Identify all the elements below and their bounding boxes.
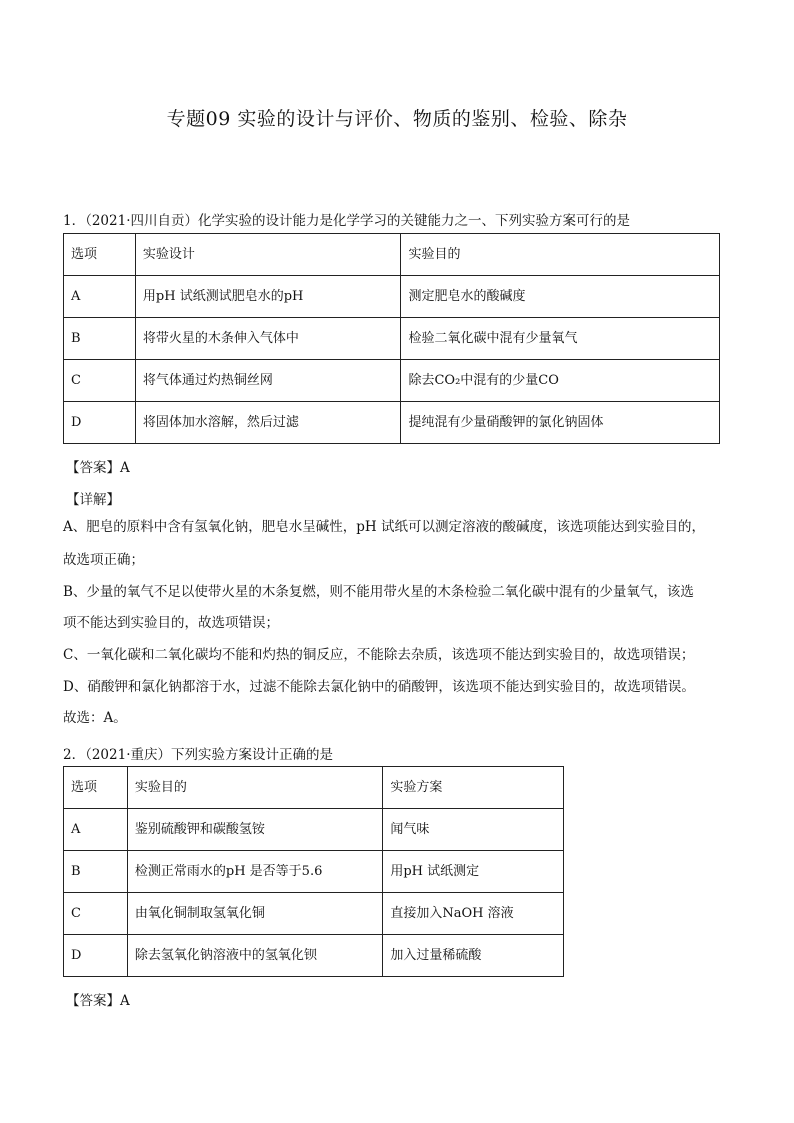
table-cell: A (64, 276, 136, 318)
table-cell: 由氧化铜制取氢氧化铜 (127, 893, 382, 935)
table-row (64, 809, 564, 851)
table-cell: C (64, 893, 128, 935)
table-cell: 将固体加水溶解，然后过滤 (135, 402, 401, 444)
table-cell: 直接加入NaOH 溶液 (383, 893, 564, 935)
table-cell: B (64, 318, 136, 360)
table-cell: 检验二氧化碳中混有少量氧气 (401, 318, 720, 360)
explanation-line: D、硝酸钾和氯化钠都溶于水，过滤不能除去氯化钠中的硝酸钾，该选项不能达到实验目的，故选项错误。 (63, 679, 695, 695)
table-header-row (64, 234, 720, 276)
explanation-line: 项不能达到实验目的，故选项错误； (63, 615, 279, 631)
page-title: 专题09 实验的设计与评价、物质的鉴别、检验、除杂 (166, 108, 628, 130)
table-cell: B (64, 851, 128, 893)
table-cell: 鉴别硫酸钾和碳酸氢铵 (127, 809, 382, 851)
table-row (64, 402, 720, 444)
table-cell: 除去CO₂中混有的少量CO (401, 360, 720, 402)
table-cell: A (64, 809, 128, 851)
table-cell: 用pH 试纸测定 (383, 851, 564, 893)
table-cell: 将带火星的木条伸入气体中 (135, 318, 401, 360)
question-1-answer: 【答案】A (66, 460, 130, 476)
table-cell: 用pH 试纸测试肥皂水的pH (135, 276, 401, 318)
question-1-stem: 1．（2021·四川自贡）化学实验的设计能力是化学学习的关键能力之一、下列实验方案可行的是 (63, 213, 630, 229)
explanation-line: B、少量的氧气不足以使带火星的木条复燃，则不能用带火星的木条检验二氧化碳中混有的少量氧气，该选 (63, 584, 694, 600)
table-cell: 将气体通过灼热铜丝网 (135, 360, 401, 402)
table-row (64, 893, 564, 935)
table-header-row (64, 767, 564, 809)
table-cell: 测定肥皂水的酸碱度 (401, 276, 720, 318)
table-row (64, 318, 720, 360)
table-header-cell: 实验方案 (383, 767, 564, 809)
question-1-detail-label: 【详解】 (66, 492, 120, 508)
table-cell: 检测正常雨水的pH 是否等于5.6 (127, 851, 382, 893)
question-2-table (63, 766, 564, 977)
table-row (64, 360, 720, 402)
table-cell: C (64, 360, 136, 402)
table-row (64, 935, 564, 977)
table-cell: 除去氢氧化钠溶液中的氢氧化钡 (127, 935, 382, 977)
question-2-answer: 【答案】A (66, 993, 130, 1009)
explanation-line: 故选：A。 (63, 710, 127, 726)
table-header-cell: 实验目的 (127, 767, 382, 809)
table-cell: 闻气味 (383, 809, 564, 851)
explanation-line: C、一氧化碳和二氧化碳均不能和灼热的铜反应，不能除去杂质，该选项不能达到实验目的，故选项错误； (63, 647, 695, 663)
table-cell: D (64, 935, 128, 977)
table-row (64, 276, 720, 318)
table-header-cell: 选项 (64, 234, 136, 276)
explanation-line: A、肥皂的原料中含有氢氧化钠，肥皂水呈碱性，pH 试纸可以测定溶液的酸碱度，该选项能达到实验目的， (63, 519, 705, 535)
table-row (64, 851, 564, 893)
table-header-cell: 选项 (64, 767, 128, 809)
explanation-line: 故选项正确； (63, 552, 144, 568)
table-cell: 提纯混有少量硝酸钾的氯化钠固体 (401, 402, 720, 444)
table-header-cell: 实验目的 (401, 234, 720, 276)
table-header-cell: 实验设计 (135, 234, 401, 276)
table-cell: D (64, 402, 136, 444)
question-1-table (63, 233, 720, 444)
table-cell: 加入过量稀硫酸 (383, 935, 564, 977)
question-2-stem: 2．（2021·重庆）下列实验方案设计正确的是 (63, 747, 333, 763)
